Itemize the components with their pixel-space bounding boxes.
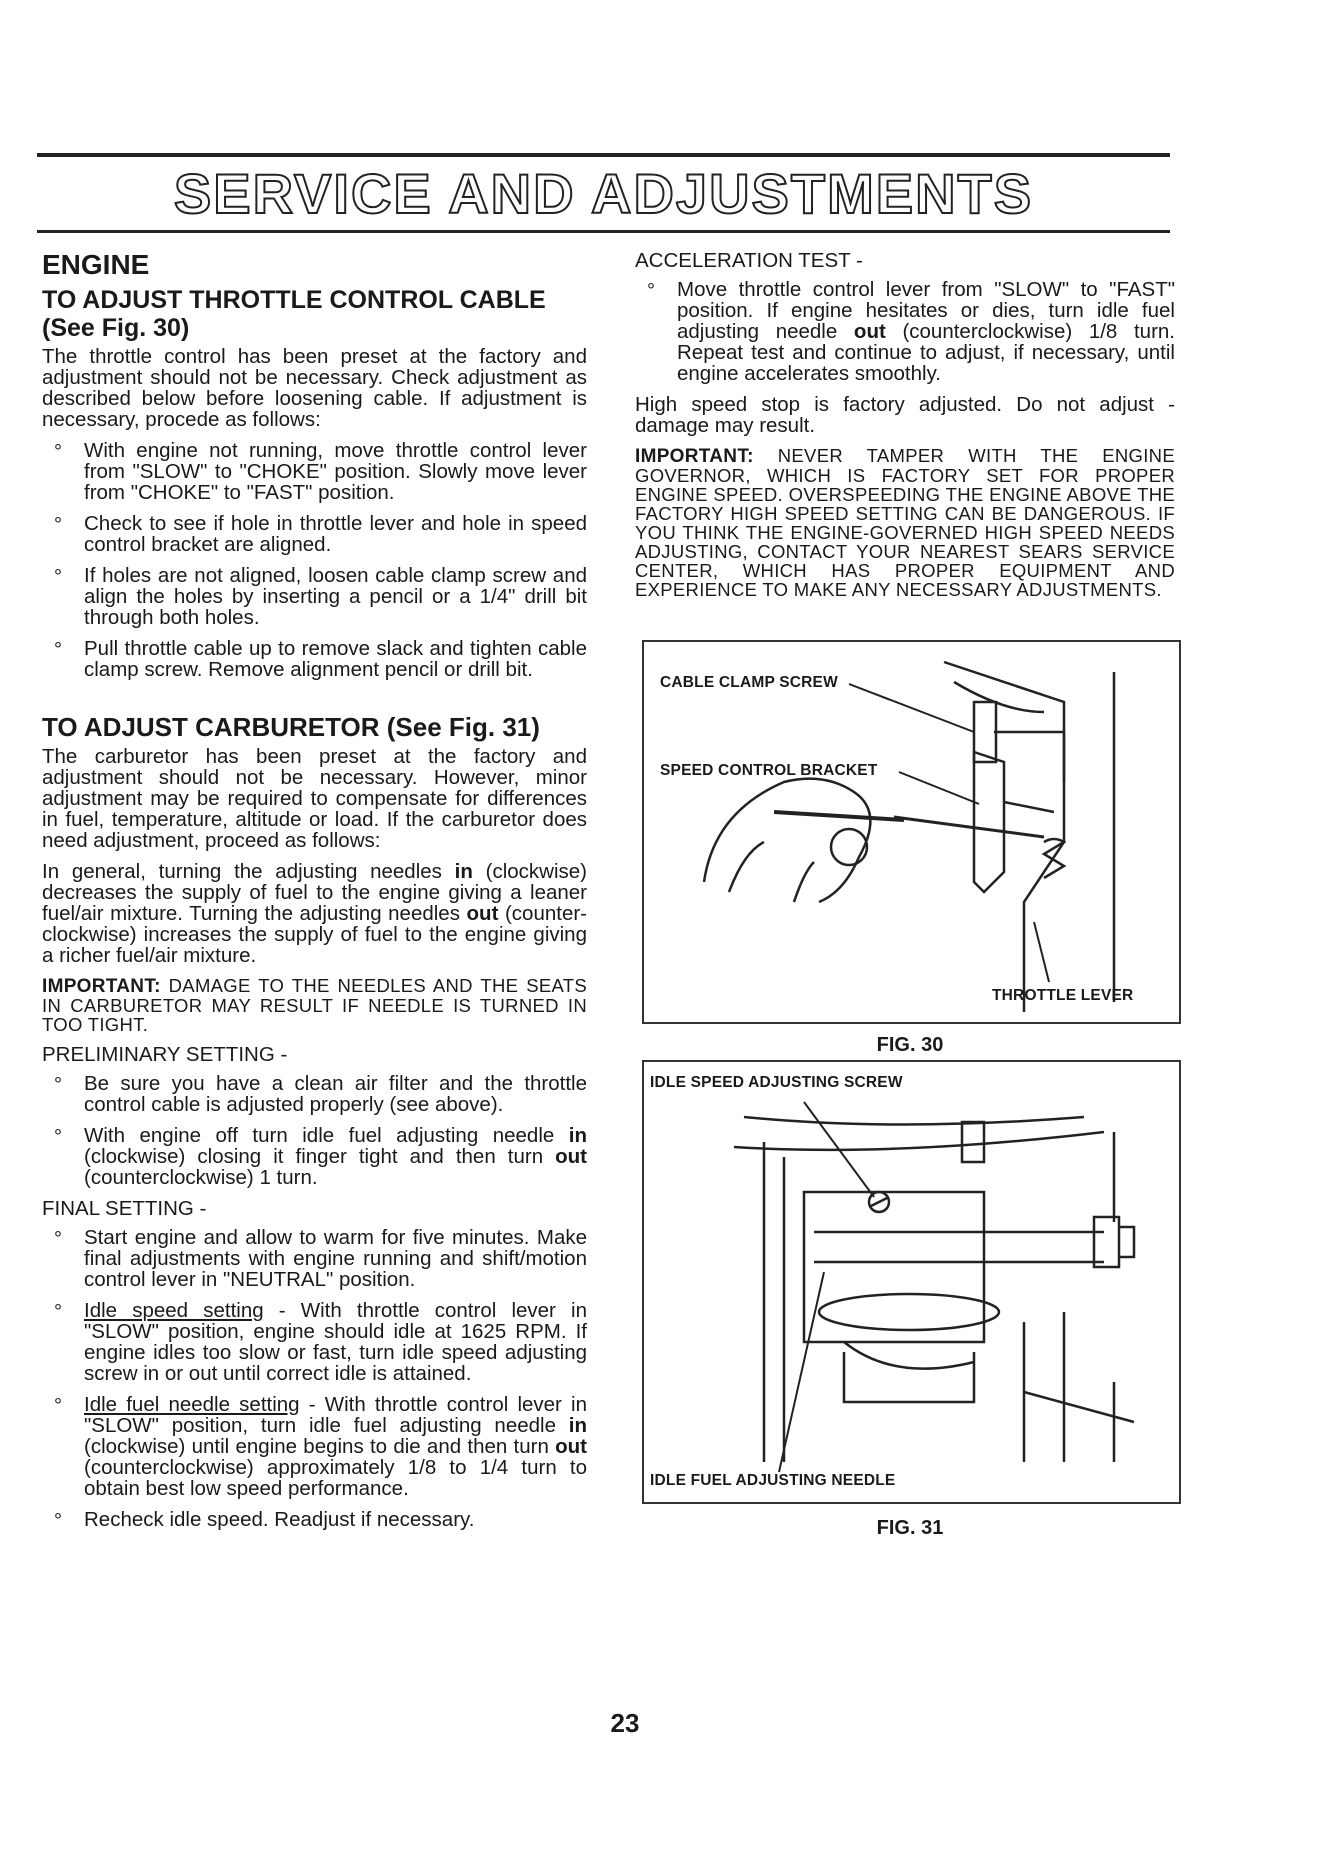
throttle-step: ° With engine not running, move throttle control lever from "SLOW" to "CHOKE" position. Slowly move lever from "CHOKE" to "FAST" position. (42, 440, 587, 503)
left-column (42, 250, 587, 1540)
carburetor-important (42, 976, 587, 1034)
text: (counterclockwise) 1 turn. (84, 1166, 318, 1189)
figure-30-caption: FIG. 30 (876, 1034, 944, 1056)
carburetor-illustration (644, 1062, 1179, 1502)
engine-heading: ENGINE (42, 249, 150, 280)
throttle-subheading: (See Fig. 30) (42, 314, 190, 342)
page-title: SERVICE AND ADJUSTMENTS (173, 162, 1034, 225)
final-step: ° Start engine and allow to warm for five minutes. Make final adjustments with engine running and shift/motion control lever in "NEUTRAL" position. (42, 1227, 587, 1290)
acceleration-step (635, 279, 1175, 384)
page-number: 23 (610, 1708, 640, 1738)
text: - With throttle control lever in "SLOW" position, turn idle fuel adjusting needle (84, 1393, 588, 1437)
high-speed-note: High speed stop is factory adjusted. Do not adjust - damage may result. (635, 393, 1175, 437)
final-label: FINAL SETTING - (42, 1197, 207, 1220)
figure-31-caption: FIG. 31 (876, 1517, 944, 1539)
preliminary-steps (42, 1073, 587, 1188)
throttle-steps (42, 440, 587, 680)
text: With engine off turn idle fuel adjusting needle (84, 1124, 569, 1147)
preliminary-step (42, 1125, 587, 1188)
text: (counterclockwise) approximately 1/8 to 1/4 turn to obtain best low speed performance. (84, 1456, 587, 1500)
header-rule-bottom (37, 230, 1170, 233)
text-bold: out (555, 1435, 587, 1458)
text-bold: out (466, 902, 499, 925)
text-bold: out (853, 320, 886, 343)
throttle-heading: TO ADJUST THROTTLE CONTROL CABLE (42, 286, 546, 314)
text: (counterclockwise) 1/8 turn. Repeat test and continue to adjust, if necessary, until engine accelerates smoothly. (677, 320, 1175, 385)
text: - With throttle control lever in "SLOW" position, engine should idle at 1625 RPM. If engine idles too slow or fast, turn idle speed adjusting screw in or out until correct idle is attained. (84, 1299, 587, 1385)
callout-idle-speed-screw: IDLE SPEED ADJUSTING SCREW (650, 1074, 903, 1091)
text: (clockwise) decreases the supply of fuel to the engine giving a leaner fuel/air mixture. Turning the adjusting needles (42, 860, 587, 925)
text-bold: in (568, 1414, 587, 1437)
callout-throttle-lever: THROTTLE LEVER (992, 987, 1134, 1004)
text-bold: out (555, 1145, 587, 1168)
throttle-intro: The throttle control has been preset at the factory and adjustment should not be necessary. Check adjustment as described below before loosening cable. If adjustment is necessary, procede as follows: (42, 345, 587, 431)
important-label: IMPORTANT: (635, 446, 754, 467)
acceleration-label: ACCELERATION TEST - (635, 249, 863, 272)
text-bold: in (454, 860, 473, 883)
figure-31 (642, 1060, 1181, 1504)
text: Move throttle control lever from "SLOW" to "FAST" position. If engine hesitates or dies, turn idle fuel adjusting needle (677, 278, 1175, 343)
final-step (42, 1300, 587, 1384)
preliminary-step: ° Be sure you have a clean air filter and the throttle control cable is adjusted properly (see above). (42, 1073, 587, 1115)
carburetor-heading: TO ADJUST CARBURETOR (See Fig. 31) (42, 712, 540, 742)
text: (counter-clockwise) increases the supply of fuel to the engine giving a richer fuel/air mixture. (42, 902, 587, 967)
important-text: NEVER TAMPER WITH THE ENGINE GOVERNOR, WHICH IS FACTORY SET FOR PROPER ENGINE SPEED. OVERSPEEDING THE ENGINE ABOVE THE FACTORY HIGH SPEED SETTING CAN BE DANGEROUS. IF YOU THINK THE ENGINE-GOVERNED HIGH SPEED NEEDS ADJUSTING, CONTACT YOUR NEAREST SEARS SERVICE CENTER, WHICH HAS PROPER EQUIPMENT AND EXPERIENCE TO MAKE ANY NECESSARY ADJUSTMENTS. (635, 445, 1175, 600)
throttle-step: ° Pull throttle cable up to remove slack and tighten cable clamp screw. Remove alignment pencil or drill bit. (42, 638, 587, 680)
text: In general, turning the adjusting needles (42, 860, 455, 883)
carburetor-intro: The carburetor has been preset at the factory and adjustment should not be necessary. However, minor adjustment may be required to compensate for differences in fuel, temperature, altitude or load. If the carburetor does need adjustment, proceed as follows: (42, 745, 587, 852)
text-underlined: Idle fuel needle setting (84, 1393, 300, 1416)
text: (clockwise) closing it finger tight and then turn (84, 1145, 556, 1168)
leader-lines (644, 642, 1179, 1022)
important-label: IMPORTANT: (42, 976, 161, 997)
right-column (635, 250, 1175, 609)
text: (clockwise) until engine begins to die and then turn (84, 1435, 556, 1458)
text-underlined: Idle speed setting (84, 1299, 264, 1322)
throttle-step: ° Check to see if hole in throttle lever and hole in speed control bracket are aligned. (42, 513, 587, 555)
text-bold: in (568, 1124, 587, 1147)
final-step: ° Recheck idle speed. Readjust if necessary. (42, 1509, 587, 1530)
final-step (42, 1394, 587, 1499)
governor-important (635, 446, 1175, 599)
callout-speed-control-bracket: SPEED CONTROL BRACKET (660, 762, 878, 779)
throttle-step: ° If holes are not aligned, loosen cable clamp screw and align the holes by inserting a pencil or a 1/4" drill bit through both holes. (42, 565, 587, 628)
acceleration-steps (635, 279, 1175, 384)
figure-30 (642, 640, 1181, 1024)
callout-cable-clamp-screw: CABLE CLAMP SCREW (660, 674, 838, 691)
header-rule-top (37, 153, 1170, 157)
callout-idle-fuel-needle: IDLE FUEL ADJUSTING NEEDLE (650, 1472, 896, 1489)
preliminary-label: PRELIMINARY SETTING - (42, 1043, 288, 1066)
final-steps (42, 1227, 587, 1530)
important-text: DAMAGE TO THE NEEDLES AND THE SEATS IN CARBURETOR MAY RESULT IF NEEDLE IS TURNED IN TOO TIGHT. (42, 975, 587, 1035)
carburetor-general (42, 861, 587, 966)
